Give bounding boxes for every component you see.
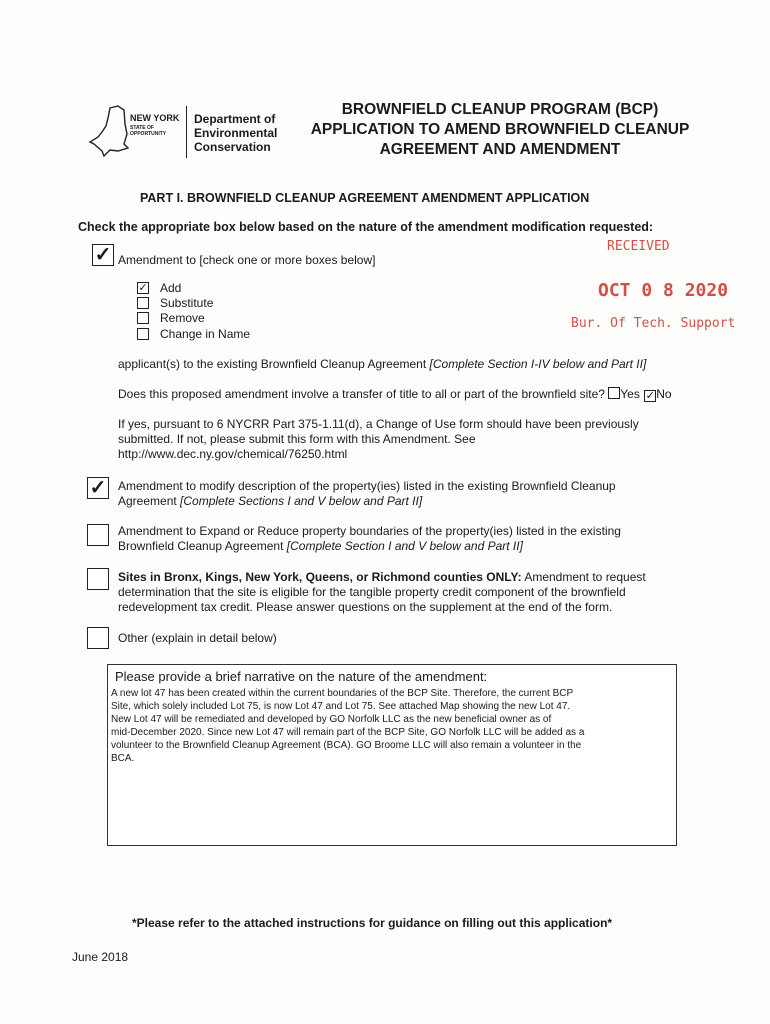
expand-line-1: Amendment to Expand or Reduce property boundaries of the property(ies) listed in the existing [118,524,621,538]
form-title [300,100,700,160]
transfer-question [118,387,672,402]
narrative-heading: Please provide a brief narrative on the nature of the amendment: [115,669,488,684]
nysdec-logo [88,104,283,160]
other-label: Other (explain in detail below) [118,631,277,645]
checkmark-icon: ✓ [138,282,148,294]
remove-checkbox[interactable] [137,312,149,324]
narrative-line: volunteer to the Brownfield Cleanup Agreement (BCA). GO Broome LLC will also remain a volunteer in the [111,740,582,751]
sites-line-1: Amendment to request [521,570,646,584]
add-label: Add [160,281,182,295]
yes-checkbox[interactable] [608,387,620,399]
logo-divider [186,106,187,158]
expand-line-2: Brownfield Cleanup Agreement [118,539,287,553]
stamp-bureau: Bur. Of Tech. Support [571,316,736,331]
sites-checkbox[interactable] [87,568,109,590]
if-yes-line-1: If yes, pursuant to 6 NYCRR Part 375-1.11(d), a Change of Use form should have been previously [118,417,639,431]
narrative-line: New Lot 47 will be remediated and developed by GO Norfolk LLC as the new beneficial owner as of [111,714,552,725]
no-label: No [656,387,672,401]
sites-text [118,570,646,615]
change-name-label: Change in Name [160,327,251,341]
modify-text [118,479,616,509]
expand-checkbox[interactable] [87,524,109,546]
sites-bold: Sites in Bronx, Kings, New York, Queens, or Richmond counties ONLY: [118,570,522,584]
ny-state-name: NEW YORK [130,113,180,123]
remove-label: Remove [160,311,205,325]
narrative-line: A new lot 47 has been created within the current boundaries of the BCP Site. Therefore, the current BCP [111,688,574,699]
amend-to-checkbox[interactable] [92,244,114,266]
modify-line-1: Amendment to modify description of the property(ies) listed in the existing Brownfield Cleanup [118,479,616,493]
checkmark-icon: ✓ [645,390,655,402]
yes-label: Yes [620,387,640,401]
sites-line-2: determination that the site is eligible for the tangible property credit component of the brownfield [118,585,626,599]
no-checkbox[interactable] [644,390,656,402]
footer-note: *Please refer to the attached instructions for guidance on filling out this application* [132,916,613,930]
modify-line-2-italic: [Complete Sections I and V below and Part II] [180,494,423,508]
change-of-use-link[interactable]: http://www.dec.ny.gov/chemical/76250.html [118,447,348,461]
add-checkbox[interactable] [137,282,149,294]
narrative-box[interactable] [107,664,677,846]
change-name-checkbox[interactable] [137,328,149,340]
ny-state-outline-icon [88,104,130,160]
substitute-label: Substitute [160,296,214,310]
narrative-line: mid-December 2020. Since new Lot 47 will remain part of the BCP Site, GO Norfolk LLC will be added as a [111,727,585,738]
part-heading: PART I. BROWNFIELD CLEANUP AGREEMENT AMENDMENT APPLICATION [140,191,590,205]
expand-text [118,524,621,554]
footer-date: June 2018 [72,950,129,964]
department-name: Department of Environmental Conservation [194,112,278,154]
if-yes-line-2: submitted. If not, please submit this form with this Amendment. See [118,432,476,446]
if-yes-text [118,417,639,462]
checkmark-icon: ✓ [89,477,107,499]
checkmark-icon: ✓ [94,244,112,266]
substitute-checkbox[interactable] [137,297,149,309]
applicant-text-plain: applicant(s) to the existing Brownfield Cleanup Agreement [118,357,430,371]
amend-to-label: Amendment to [check one or more boxes below] [118,253,376,267]
expand-line-2-italic: [Complete Section I and V below and Part II] [286,539,523,553]
transfer-question-text: Does this proposed amendment involve a transfer of title to all or part of the brownfield site? [118,387,605,401]
ny-state-tagline: STATE OF OPPORTUNITY [130,125,167,137]
applicant-text-italic: [Complete Section I-IV below and Part II] [429,357,647,371]
stamp-received: RECEIVED [607,239,670,254]
narrative-line: Site, which solely included Lot 75, is now Lot 47 and Lot 75. See attached Map showing the new Lot 47. [111,701,571,712]
title-line-1: BROWNFIELD CLEANUP PROGRAM (BCP) [341,101,659,118]
title-line-2: APPLICATION TO AMEND BROWNFIELD CLEANUP [310,121,690,138]
stamp-date: OCT 0 8 2020 [598,280,729,301]
other-checkbox[interactable] [87,627,109,649]
sites-line-3: redevelopment tax credit. Please answer questions on the supplement at the end of the form. [118,600,613,614]
narrative-line: BCA. [111,753,135,764]
title-line-3: AGREEMENT AND AMENDMENT [379,141,621,158]
narrative-body [111,687,671,765]
instruction-text: Check the appropriate box below based on the nature of the amendment modification requested: [78,220,654,234]
modify-checkbox[interactable] [87,477,109,499]
modify-line-2: Agreement [118,494,181,508]
applicant-text [118,357,646,372]
